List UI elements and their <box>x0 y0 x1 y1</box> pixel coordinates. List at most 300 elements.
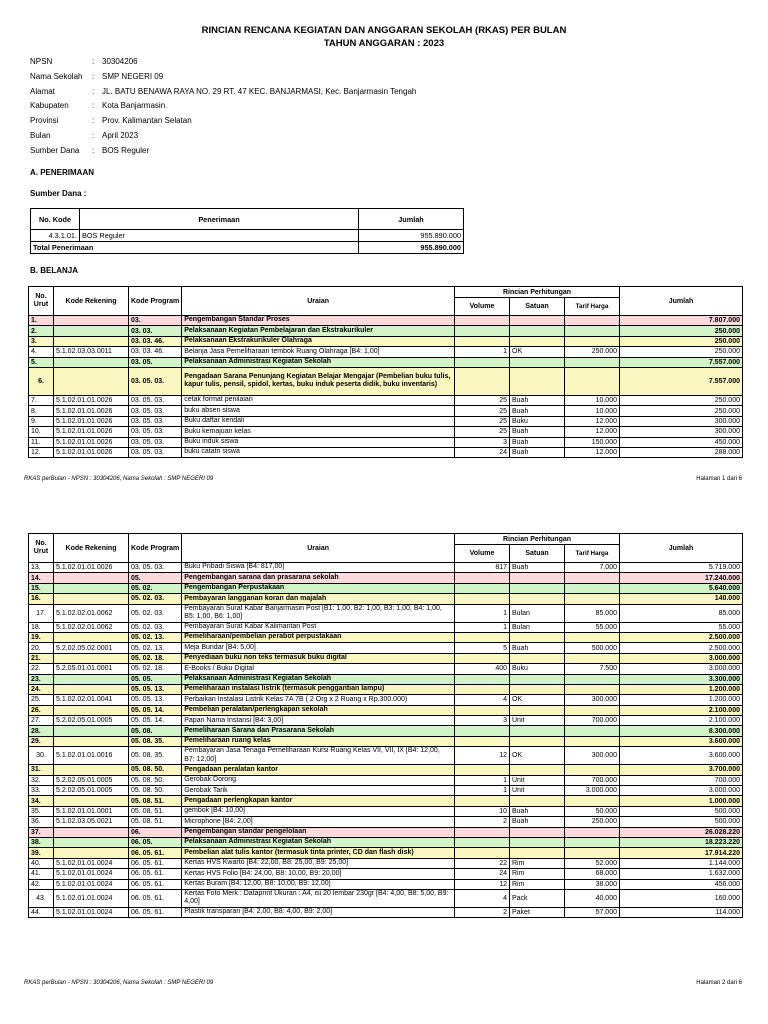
kode-program-cell: 05. 08. 51. <box>129 817 182 827</box>
kode-program-cell: 06. 05. 61. <box>129 879 182 889</box>
table-row <box>29 827 743 837</box>
satuan-cell <box>510 653 565 663</box>
identity-value: SMP NEGERI 09 <box>102 71 164 81</box>
satuan-cell: Bulan <box>510 604 565 622</box>
row-number-cell: 31. <box>29 765 54 775</box>
row-number-cell: 14. <box>29 573 54 583</box>
volume-cell: 25 <box>455 406 510 416</box>
kode-program-cell: 06. 05. 61. <box>129 907 182 917</box>
row-number-cell: 3. <box>29 336 54 346</box>
kode-program-cell: 05. 02. 03. <box>129 604 182 622</box>
volume-cell <box>455 367 510 395</box>
identity-label: Bulan <box>30 130 51 140</box>
uraian-cell: E-Books / Buku Digital <box>182 664 455 674</box>
volume-cell <box>455 726 510 736</box>
jumlah-cell: 114.000 <box>620 907 743 917</box>
col-uraian: Uraian <box>182 534 455 563</box>
row-number-cell: 20. <box>29 643 54 653</box>
kode-rekening-cell <box>54 848 129 858</box>
col-satuan: Satuan <box>510 545 565 563</box>
uraian-cell: Pengadaan Sarana Penunjang Kegiatan Belajar Mengajar (Pembelian buku tulis, kapur tulis, pensil, spidol, kertas, buku induk peserta didik, buku inventaris) <box>182 367 455 395</box>
col-kode-rekening: Kode Rekening <box>54 534 129 563</box>
col-tarif-harga: Tarif Harga <box>565 545 620 563</box>
kode-program-cell: 05. 05. <box>129 674 182 684</box>
kode-rekening-cell: 5.1.02.01.01.0026 <box>54 427 129 437</box>
satuan-cell: Buah <box>510 643 565 653</box>
kode-program-cell: 05. 02. 18. <box>129 653 182 663</box>
kode-rekening-cell: 5.1.02.01.01.0026 <box>54 563 129 573</box>
uraian-cell: Gerobak Dorong <box>182 775 455 785</box>
uraian-cell: Pengembangan Perpustakaan <box>182 583 455 593</box>
kode-rekening-cell: 5.1.02.03.03.0011 <box>54 347 129 357</box>
tarif-cell <box>565 594 620 604</box>
kode-rekening-cell: 5.1.02.02.01.0062 <box>54 604 129 622</box>
uraian-cell: Pembayaran Surat Kabar Kalimantan Post <box>182 622 455 632</box>
jumlah-cell: 700.000 <box>620 775 743 785</box>
volume-cell <box>455 594 510 604</box>
row-number-cell: 1. <box>29 316 54 326</box>
kode-rekening-cell <box>54 765 129 775</box>
tarif-cell: 7.000 <box>565 563 620 573</box>
table-row <box>29 653 743 663</box>
volume-cell <box>455 827 510 837</box>
kode-program-cell: 05. 08. <box>129 726 182 736</box>
belanja-table-page-1 <box>28 286 743 458</box>
identity-label: Kabupaten <box>30 101 69 111</box>
volume-cell <box>455 653 510 663</box>
kode-rekening-cell: 5.1.02.01.01.0024 <box>54 869 129 879</box>
kode-rekening-cell: 5.1.02.01.01.0024 <box>54 907 129 917</box>
table-row <box>29 447 743 457</box>
kode-program-cell: 05. 02. 13. <box>129 632 182 642</box>
uraian-cell: gembok [B4: 10,00] <box>182 806 455 816</box>
identity-row <box>30 101 416 116</box>
col-rincian: Rincian Perhitungan <box>455 287 620 298</box>
uraian-cell: Pelaksanaan Kegiatan Pembelajaran dan Ekstrakurikuler <box>182 326 455 336</box>
tarif-cell <box>565 848 620 858</box>
row-number-cell: 16. <box>29 594 54 604</box>
kode-program-cell: 03. 05. 03. <box>129 367 182 395</box>
uraian-cell: Pelaksanaan Administrasi Kegiatan Sekolah <box>182 357 455 367</box>
satuan-cell <box>510 357 565 367</box>
volume-cell: 1 <box>455 622 510 632</box>
table-row <box>29 347 743 357</box>
kode-program-cell: 06. 05. 61. <box>129 848 182 858</box>
identity-label: Nama Sekolah <box>30 71 83 81</box>
volume-cell: 10 <box>455 806 510 816</box>
tarif-cell <box>565 726 620 736</box>
table-row <box>29 395 743 405</box>
table-row <box>29 889 743 907</box>
tarif-cell: 700.000 <box>565 716 620 726</box>
satuan-cell: OK <box>510 695 565 705</box>
col-volume: Volume <box>455 545 510 563</box>
tarif-cell <box>565 653 620 663</box>
identity-label: NPSN <box>30 57 53 66</box>
table-row <box>29 316 743 326</box>
satuan-cell: Buah <box>510 437 565 447</box>
satuan-cell: Buah <box>510 563 565 573</box>
table-row <box>29 869 743 879</box>
jumlah-cell: 2.100.000 <box>620 705 743 715</box>
row-number-cell: 19. <box>29 632 54 642</box>
kode-rekening-cell: 5.1.02.01.01.0026 <box>54 395 129 405</box>
kode-rekening-cell: 5.1.02.01.01.0024 <box>54 889 129 907</box>
kode-program-cell: 03. 05. 03. <box>129 395 182 405</box>
kode-program-cell: 05. 02. 03. <box>129 622 182 632</box>
row-number-cell: 13. <box>29 563 54 573</box>
table-row <box>29 817 743 827</box>
volume-cell <box>455 357 510 367</box>
tarif-cell: 12.000 <box>565 447 620 457</box>
kode-rekening-cell <box>54 837 129 847</box>
volume-cell: 25 <box>455 416 510 426</box>
volume-cell <box>455 796 510 806</box>
kode-rekening-cell <box>54 653 129 663</box>
row-number-cell: 4. <box>29 347 54 357</box>
satuan-cell: OK <box>510 347 565 357</box>
kode-rekening-cell: 5.2.02.05.02.0001 <box>54 643 129 653</box>
tarif-cell: 10.000 <box>565 406 620 416</box>
col-kode-program: Kode Program <box>129 287 182 316</box>
total-row <box>31 242 464 254</box>
satuan-cell <box>510 583 565 593</box>
tarif-cell: 85.000 <box>565 604 620 622</box>
row-number-cell: 36. <box>29 817 54 827</box>
row-number-cell: 24. <box>29 684 54 694</box>
row-number-cell: 17. <box>29 604 54 622</box>
identity-colon: : <box>92 57 95 66</box>
satuan-cell: Buah <box>510 447 565 457</box>
kode-program-cell: 05. 05. 13. <box>129 695 182 705</box>
kode-rekening-cell: 5.2.05.01.01.0001 <box>54 664 129 674</box>
uraian-cell: Pelaksanaan Administrasi Kegiatan Sekolah <box>182 837 455 847</box>
satuan-cell: Rim <box>510 879 565 889</box>
tarif-cell: 7.500 <box>565 664 620 674</box>
kode-program-cell: 05. 05. 13. <box>129 684 182 694</box>
jumlah-cell: 250.000 <box>620 395 743 405</box>
table-row <box>29 695 743 705</box>
identity-value: JL. BATU BENAWA RAYA NO. 29 RT. 47 KEC. BANJARMASI, Kec. Banjarmasin Tengah <box>102 86 417 96</box>
section-belanja-heading: B. BELANJA <box>30 266 79 275</box>
volume-cell <box>455 336 510 346</box>
volume-cell: 22 <box>455 858 510 868</box>
jumlah-cell: 250.000 <box>620 326 743 336</box>
uraian-cell: Pemeliharaan instalasi listrik (termasuk penggantian lampu) <box>182 684 455 694</box>
row-number-cell: 32. <box>29 775 54 785</box>
col-no-urut: No. Urut <box>29 534 54 563</box>
kode-rekening-cell <box>54 326 129 336</box>
volume-cell: 817 <box>455 563 510 573</box>
row-number-cell: 12. <box>29 447 54 457</box>
identity-row <box>30 146 416 161</box>
satuan-cell <box>510 336 565 346</box>
table-row <box>29 594 743 604</box>
kode-program-cell: 06. 05. 61. <box>129 869 182 879</box>
uraian-cell: Penyediaan buku non teks termasuk buku digital <box>182 653 455 663</box>
col-rincian: Rincian Perhitungan <box>455 534 620 545</box>
row-number-cell: 21. <box>29 653 54 663</box>
table-row <box>29 427 743 437</box>
col-jumlah: Jumlah <box>620 287 743 316</box>
uraian-cell: Pembayaran Surat Kabar Banjarmasin Post [B1: 1,00, B2: 1,00, B3: 1,00, B4: 1,00, B5: 1,00, B6: 1,00] <box>182 604 455 622</box>
identity-row <box>30 72 416 87</box>
jumlah-cell: 250.000 <box>620 347 743 357</box>
tarif-cell <box>565 837 620 847</box>
jumlah-cell: 5.719.000 <box>620 563 743 573</box>
kode-program-cell: 05. 05. 14. <box>129 705 182 715</box>
row-number-cell: 29. <box>29 736 54 746</box>
footer-page-number: Halaman 1 dari 6 <box>696 476 742 482</box>
row-number-cell: 37. <box>29 827 54 837</box>
identity-colon: : <box>92 86 95 96</box>
kode-program-cell: 03. 03. 46. <box>129 336 182 346</box>
uraian-cell: Kertas HVS Folio [B4: 24,00, B8: 10,00, B9: 20,00] <box>182 869 455 879</box>
row-number-cell: 11. <box>29 437 54 447</box>
identity-colon: : <box>92 71 95 81</box>
volume-cell: 24 <box>455 869 510 879</box>
jumlah-cell: 2.500.000 <box>620 632 743 642</box>
jumlah-cell: 5.640.000 <box>620 583 743 593</box>
uraian-cell: Pelaksanaan Administrasi Kegiatan Sekolah <box>182 674 455 684</box>
total-label: Total Penerimaan <box>31 242 359 254</box>
table-row <box>29 879 743 889</box>
kode-rekening-cell <box>54 726 129 736</box>
row-number-cell: 9. <box>29 416 54 426</box>
kode-rekening-cell: 5.1.02.01.01.0026 <box>54 416 129 426</box>
jumlah-cell: 8.300.000 <box>620 726 743 736</box>
kode-rekening-cell: 5.1.02.03.05.0021 <box>54 817 129 827</box>
volume-cell: 2 <box>455 817 510 827</box>
jumlah-cell: 85.000 <box>620 604 743 622</box>
volume-cell: 4 <box>455 695 510 705</box>
kode-program-cell: 06. 05. 61. <box>129 858 182 868</box>
identity-colon: : <box>92 116 95 126</box>
row-number-cell: 41. <box>29 869 54 879</box>
satuan-cell: OK <box>510 747 565 765</box>
volume-cell <box>455 837 510 847</box>
tarif-cell <box>565 583 620 593</box>
kode-rekening-cell <box>54 827 129 837</box>
kode-rekening-cell <box>54 336 129 346</box>
table-row <box>29 573 743 583</box>
tarif-cell: 12.000 <box>565 427 620 437</box>
volume-cell <box>455 848 510 858</box>
tarif-cell <box>565 827 620 837</box>
row-number-cell: 7. <box>29 395 54 405</box>
table-row <box>29 786 743 796</box>
col-satuan: Satuan <box>510 298 565 316</box>
penerimaan-table <box>30 208 464 254</box>
satuan-cell: Paket <box>510 907 565 917</box>
table-row <box>29 336 743 346</box>
volume-cell: 1 <box>455 604 510 622</box>
tarif-cell <box>565 736 620 746</box>
uraian-cell: Buku Pribadi Siswa [B4: 817,00] <box>182 563 455 573</box>
satuan-cell <box>510 848 565 858</box>
volume-cell <box>455 705 510 715</box>
table-row <box>29 604 743 622</box>
jumlah-cell: 3.700.000 <box>620 765 743 775</box>
tarif-cell <box>565 367 620 395</box>
col-kode-rekening: Kode Rekening <box>54 287 129 316</box>
kode-program-cell: 05. 08. 51. <box>129 806 182 816</box>
satuan-cell: Buku <box>510 416 565 426</box>
kode-rekening-cell <box>54 684 129 694</box>
kode-rekening-cell: 5.1.02.02.01.0062 <box>54 622 129 632</box>
jumlah-cell: 3.300.000 <box>620 674 743 684</box>
school-identity <box>30 57 416 161</box>
satuan-cell <box>510 573 565 583</box>
row-number-cell: 15. <box>29 583 54 593</box>
uraian-cell: Plastik transparan [B4: 2,00, B8: 4,00, B9: 2,00] <box>182 907 455 917</box>
kode-rekening-cell: 5.2.02.05.01.0005 <box>54 786 129 796</box>
tarif-cell: 57.000 <box>565 907 620 917</box>
volume-cell: 1 <box>455 775 510 785</box>
table-row <box>31 230 464 242</box>
satuan-cell: Unit <box>510 716 565 726</box>
uraian-cell: Pembelian peralatan/perlengkapan sekolah <box>182 705 455 715</box>
uraian-cell: Pembayaran Jasa Tenaga Pemeliharaan Kursi Ruang Kelas VII, VII, IX [B4: 12,00, B7: 12,00] <box>182 747 455 765</box>
kode-program-cell: 03. 03. 46. <box>129 347 182 357</box>
tarif-cell: 10.000 <box>565 395 620 405</box>
satuan-cell: Rim <box>510 858 565 868</box>
kode-rekening-cell <box>54 674 129 684</box>
col-no-kode: No. Kode <box>31 209 80 230</box>
jumlah-cell: 450.000 <box>620 437 743 447</box>
table-row <box>29 632 743 642</box>
jumlah-cell: 300.000 <box>620 416 743 426</box>
total-value: 955.890.000 <box>359 242 464 254</box>
row-number-cell: 6. <box>29 367 54 395</box>
satuan-cell: Pack <box>510 889 565 907</box>
satuan-cell <box>510 594 565 604</box>
uraian-cell: cetak format penilaian <box>182 395 455 405</box>
kode-rekening-cell: 5.1.02.01.01.0016 <box>54 747 129 765</box>
satuan-cell: Buah <box>510 806 565 816</box>
footer-left: RKAS perBulan - NPSN : 30304206, Nama Sekolah : SMP NEGERI 09 <box>24 476 214 482</box>
uraian-cell: Pelaksanaan Ekstrakurikuler Olahraga <box>182 336 455 346</box>
uraian-cell: Pembayaran langganan koran dan majalah <box>182 594 455 604</box>
uraian-cell: Meja Bundar [B4: 5,00] <box>182 643 455 653</box>
kode-rekening-cell: 5.1.02.01.01.0024 <box>54 879 129 889</box>
tarif-cell: 55.000 <box>565 622 620 632</box>
satuan-cell: Unit <box>510 775 565 785</box>
kode-program-cell: 03. 05. <box>129 357 182 367</box>
row-number-cell: 8. <box>29 406 54 416</box>
uraian-cell: Pengembangan Standar Proses <box>182 316 455 326</box>
volume-cell <box>455 684 510 694</box>
kode-program-cell: 05. 02. 03. <box>129 594 182 604</box>
footer-left: RKAS perBulan - NPSN : 30304206, Nama Sekolah : SMP NEGERI 09 <box>24 980 214 986</box>
uraian-cell: Buku kemajuan kelas <box>182 427 455 437</box>
row-number-cell: 44. <box>29 907 54 917</box>
kode-program-cell: 03. 05. 03. <box>129 447 182 457</box>
identity-value: Kota Banjarmasin <box>102 101 166 111</box>
satuan-cell: Buah <box>510 395 565 405</box>
satuan-cell: Buah <box>510 817 565 827</box>
kode-program-cell: 03. <box>129 316 182 326</box>
satuan-cell <box>510 827 565 837</box>
kode-rekening-cell: 5.1.02.01.01.0026 <box>54 437 129 447</box>
uraian-cell: Microphone [B4: 2,00] <box>182 817 455 827</box>
table-row <box>29 643 743 653</box>
jumlah-cell: 2.100.000 <box>620 716 743 726</box>
uraian-cell: Papan Nama Instansi [B4: 3,00] <box>182 716 455 726</box>
col-kode-program: Kode Program <box>129 534 182 563</box>
tarif-cell: 3.000.000 <box>565 786 620 796</box>
table-row <box>29 684 743 694</box>
col-jumlah: Jumlah <box>620 534 743 563</box>
tarif-cell: 500.000 <box>565 643 620 653</box>
jumlah-cell: 288.000 <box>620 447 743 457</box>
uraian-cell: Pemeliharaan Sarana dan Prasarana Sekolah <box>182 726 455 736</box>
page-1 <box>0 0 768 500</box>
kode-program-cell: 05. 08. 35. <box>129 747 182 765</box>
kode-program-cell: 05. 02. 13. <box>129 643 182 653</box>
row-number-cell: 35. <box>29 806 54 816</box>
jumlah-cell: 7.557.000 <box>620 357 743 367</box>
table-row <box>29 716 743 726</box>
satuan-cell: Bulan <box>510 622 565 632</box>
identity-value: BOS Reguler <box>102 145 150 155</box>
uraian-cell: buku absen siswa <box>182 406 455 416</box>
jumlah-cell: 1.632.000 <box>620 869 743 879</box>
jumlah-cell: 7.557.000 <box>620 367 743 395</box>
penerimaan-cell: BOS Reguler <box>80 230 359 242</box>
volume-cell <box>455 674 510 684</box>
col-uraian: Uraian <box>182 287 455 316</box>
jumlah-cell: 3.000.000 <box>620 653 743 663</box>
jumlah-cell: 2.500.000 <box>620 643 743 653</box>
kode-program-cell: 03. 05. 03. <box>129 437 182 447</box>
sumber-dana-label: Sumber Dana : <box>30 189 87 198</box>
table-row <box>29 437 743 447</box>
tarif-cell: 50.000 <box>565 806 620 816</box>
kode-rekening-cell: 5.2.02.05.01.0005 <box>54 716 129 726</box>
kode-program-cell: 03. 05. 03. <box>129 427 182 437</box>
tarif-cell <box>565 765 620 775</box>
kode-rekening-cell <box>54 594 129 604</box>
jumlah-cell: 17.914.220 <box>620 848 743 858</box>
kode-program-cell: 05. 08. 35. <box>129 736 182 746</box>
tarif-cell: 700.000 <box>565 775 620 785</box>
kode-rekening-cell: 5.1.02.01.01.0026 <box>54 406 129 416</box>
volume-cell: 400 <box>455 664 510 674</box>
tarif-cell <box>565 674 620 684</box>
satuan-cell <box>510 632 565 642</box>
row-number-cell: 42. <box>29 879 54 889</box>
identity-row <box>30 87 416 102</box>
tarif-cell <box>565 796 620 806</box>
kode-rekening-cell <box>54 367 129 395</box>
uraian-cell: Buku induk siswa <box>182 437 455 447</box>
table-row <box>29 622 743 632</box>
jumlah-cell: 26.028.220 <box>620 827 743 837</box>
tarif-cell <box>565 573 620 583</box>
kode-rekening-cell <box>54 316 129 326</box>
row-number-cell: 18. <box>29 622 54 632</box>
tarif-cell <box>565 705 620 715</box>
jumlah-cell: 7.807.000 <box>620 316 743 326</box>
satuan-cell <box>510 796 565 806</box>
volume-cell: 24 <box>455 447 510 457</box>
kode-program-cell: 03. 05. 03. <box>129 563 182 573</box>
uraian-cell: Pengembangan sarana dan prasarana sekolah <box>182 573 455 583</box>
jumlah-cell: 500.000 <box>620 806 743 816</box>
satuan-cell <box>510 726 565 736</box>
kode-cell: 4.3.1.01. <box>31 230 80 242</box>
